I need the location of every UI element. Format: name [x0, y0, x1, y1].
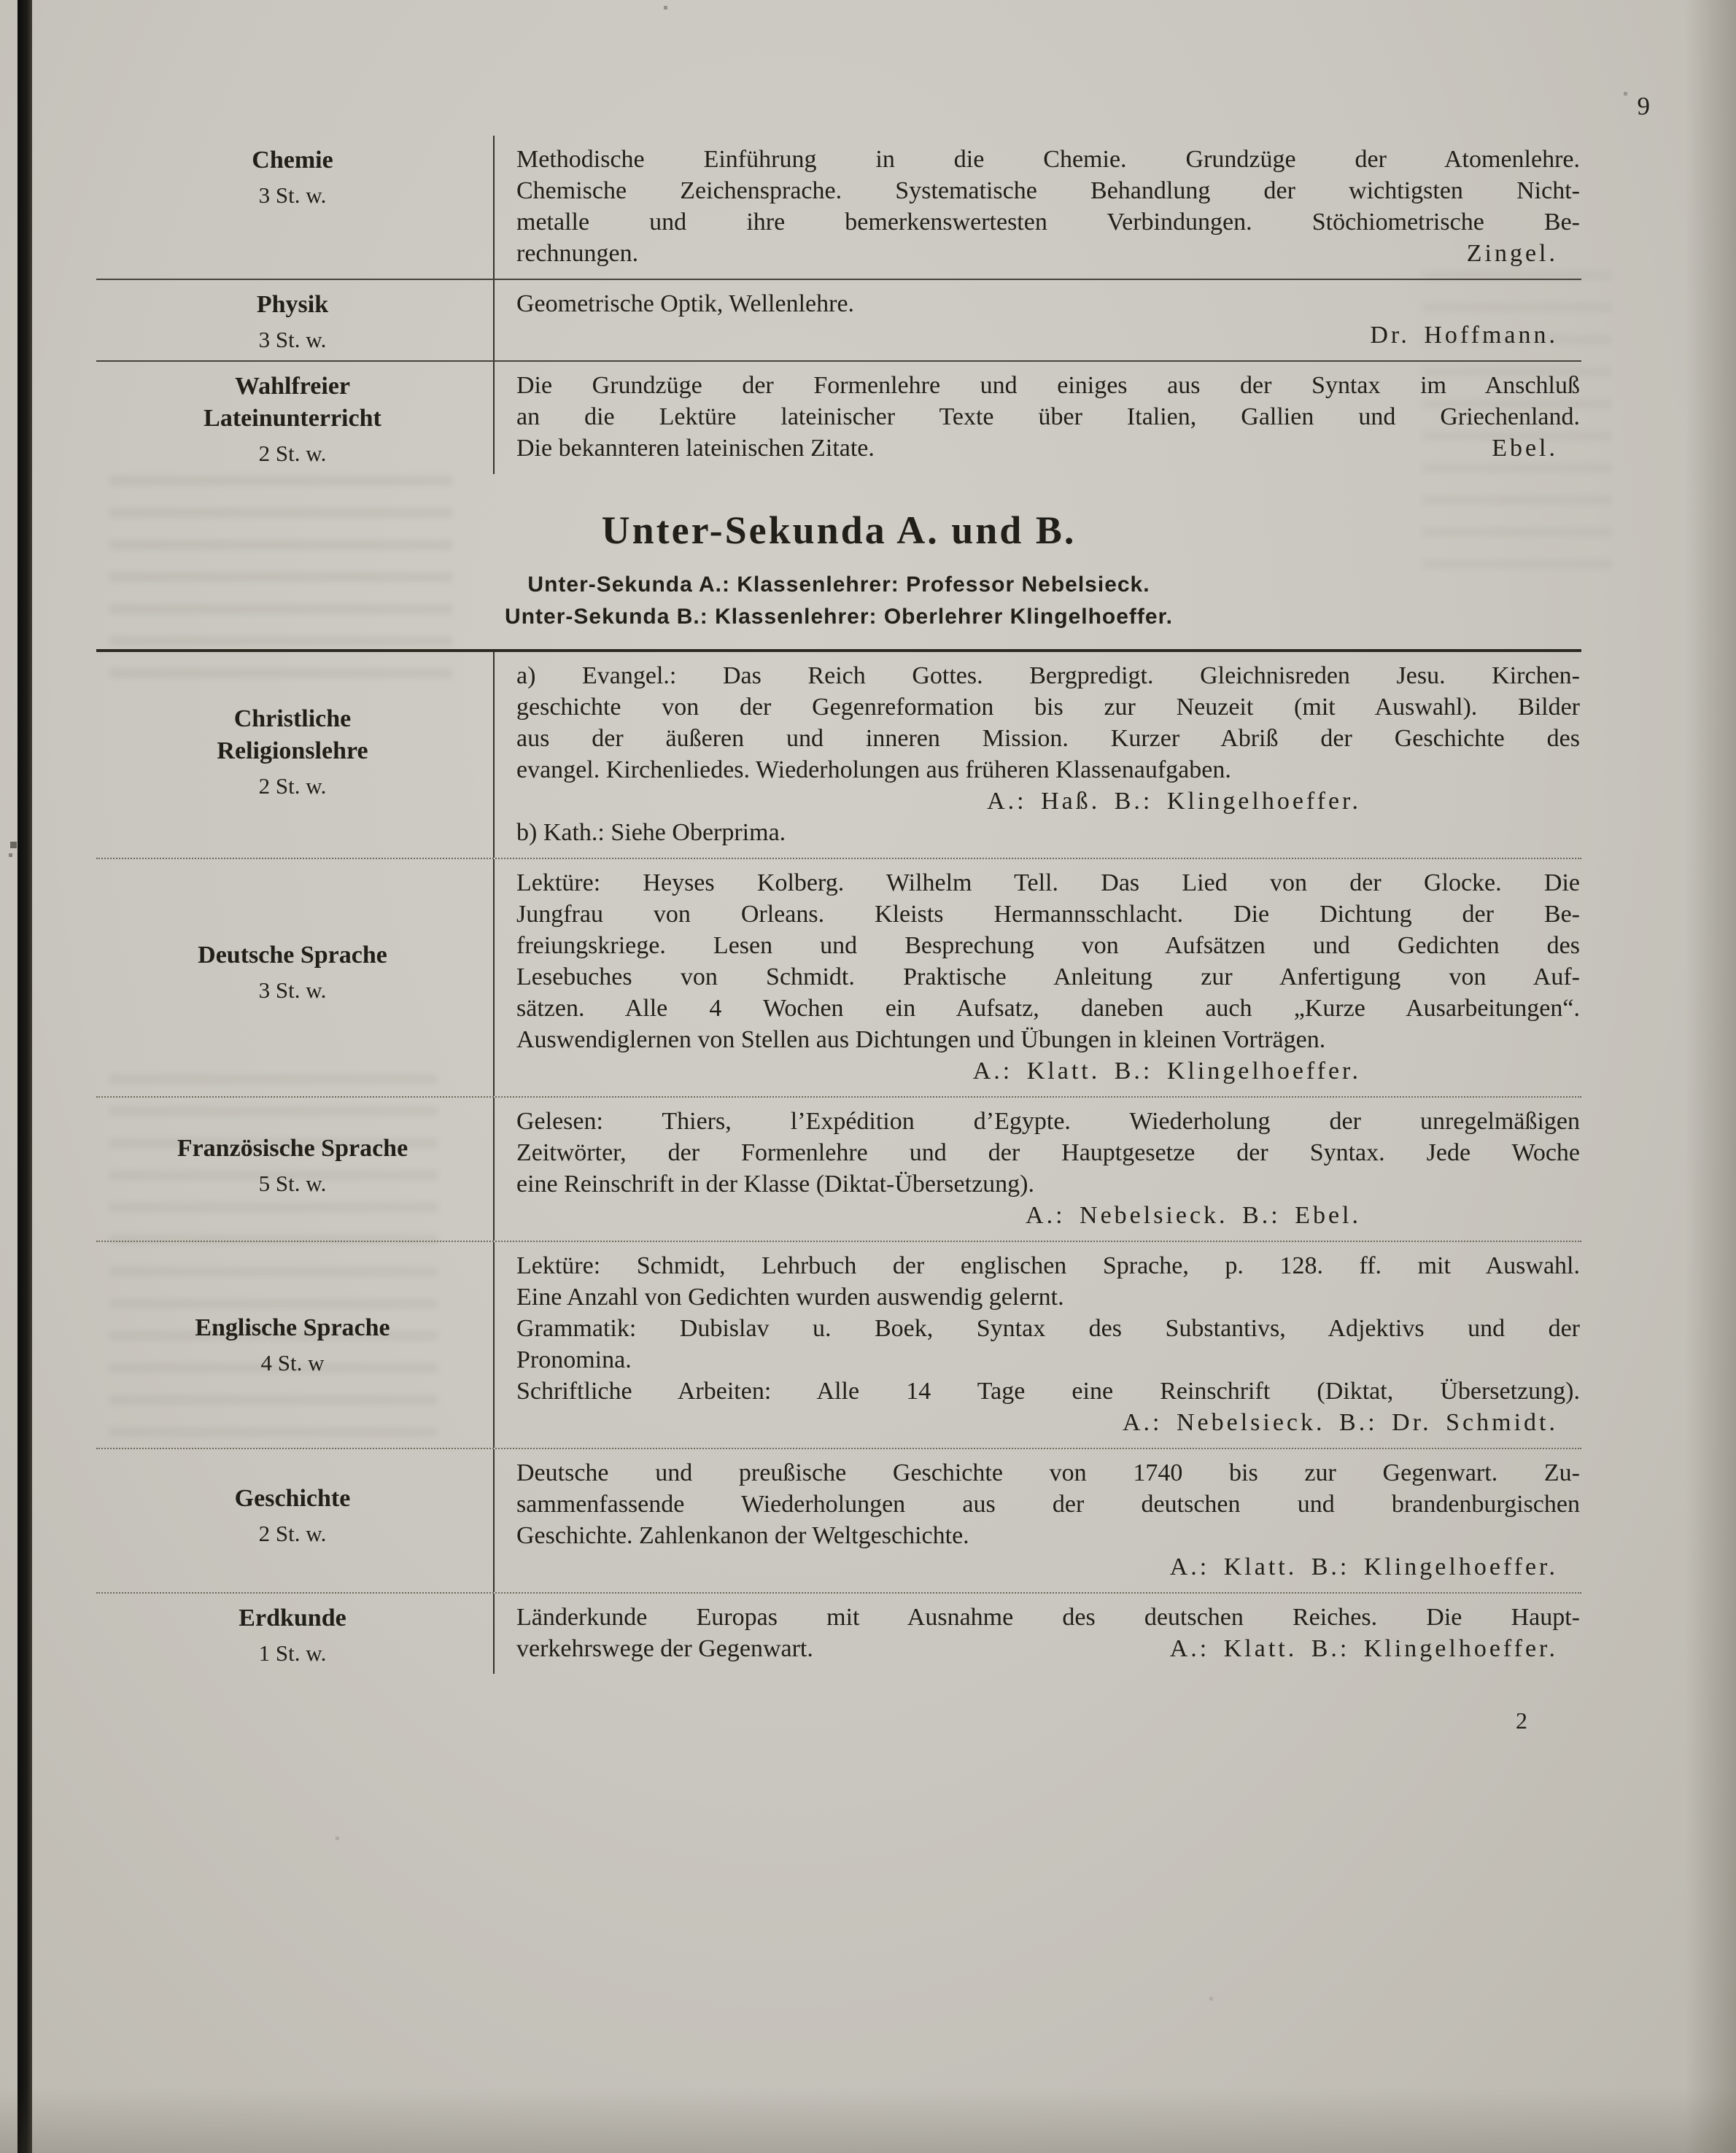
subject-hours: 3 St. w. — [258, 327, 327, 352]
content-line: Eine Anzahl von Gedichten wurden auswendig gelernt. — [516, 1284, 1064, 1311]
content-line: a) Evangel.: Das Reich Gottes. Bergpredigt. Gleichnisreden Jesu. Kirchen- — [516, 662, 1580, 689]
subject-cell — [96, 1594, 495, 1674]
subject-cell — [96, 1449, 495, 1592]
teacher-name: Zingel. — [1466, 240, 1558, 267]
content-line: Jungfrau von Orleans. Kleists Hermannsschlacht. Die Dichtung der Be- — [516, 901, 1580, 928]
teacher-line: A.: Nebelsieck. B.: Ebel. — [1026, 1202, 1361, 1229]
teacher-name: Ebel. — [1492, 435, 1558, 462]
content-line: Länderkunde Europas mit Ausnahme des deutschen Reiches. Die Haupt- — [516, 1604, 1580, 1631]
table-row-religion — [96, 652, 1581, 859]
subject-name: Religionslehre — [217, 737, 368, 764]
subject-name: Geschichte — [234, 1485, 351, 1512]
subject-cell — [96, 1242, 495, 1448]
subject-name: Deutsche Sprache — [198, 942, 387, 969]
table-row-deutsch — [96, 859, 1581, 1098]
content-line: Geometrische Optik, Wellenlehre. — [516, 290, 855, 317]
subject-hours: 5 St. w. — [258, 1171, 327, 1196]
content-line: Deutsche und preußische Geschichte von 1740 bis zur Gegenwart. Zu- — [516, 1459, 1580, 1486]
subject-hours: 3 St. w. — [258, 182, 327, 208]
section-subtitle-a: Unter-Sekunda A.: Klassenlehrer: Professor Nebelsieck. — [527, 573, 1150, 597]
binding-strip — [18, 0, 32, 2153]
table-row-latein — [96, 362, 1581, 474]
subject-name: Christliche — [233, 705, 352, 732]
paper-shade-bottom — [0, 2087, 1736, 2153]
paper-specks — [0, 0, 1, 1]
subject-name: Französische Sprache — [177, 1135, 408, 1162]
teacher-line: A.: Haß. B.: Klingelhoeffer. — [987, 788, 1361, 815]
content-cell — [495, 652, 1581, 858]
content-line: Grammatik: Dubislav u. Boek, Syntax des Substantivs, Adjektivs und der — [516, 1315, 1580, 1342]
content-line: aus der äußeren und inneren Mission. Kurzer Abriß der Geschichte des — [516, 725, 1580, 752]
paper-shade-right — [1685, 0, 1736, 2153]
content-line: Lektüre: Heyses Kolberg. Wilhelm Tell. Das Lied von der Glocke. Die — [516, 869, 1580, 896]
subject-name: Lateinunterricht — [204, 405, 381, 432]
teacher-line: A.: Klatt. B.: Klingelhoeffer. — [1169, 1553, 1558, 1580]
table-row-erdkunde — [96, 1594, 1581, 1674]
subject-hours: 1 St. w. — [258, 1640, 327, 1666]
subject-name: Erdkunde — [239, 1605, 346, 1632]
content-line: Zeitwörter, der Formenlehre und der Hauptgesetze der Syntax. Jede Woche — [516, 1139, 1580, 1166]
subject-cell — [96, 1098, 495, 1241]
subject-name: Physik — [256, 291, 329, 318]
content-line — [516, 1633, 1580, 1664]
content-cell — [495, 859, 1581, 1096]
subject-hours: 2 St. w. — [258, 1521, 327, 1546]
content-line: geschichte von der Gegenreformation bis zur Neuzeit (mit Auswahl). Bilder — [516, 694, 1580, 721]
content-line: sätzen. Alle 4 Wochen ein Aufsatz, daneben auch „Kurze Ausarbeitungen“. — [516, 995, 1580, 1022]
teacher-line: Dr. Hoffmann. — [1370, 322, 1558, 349]
course-table-upper — [96, 136, 1581, 474]
table-row-geschichte — [96, 1449, 1581, 1594]
content-line: an die Lektüre lateinischer Texte über Italien, Gallien und Griechenland. — [516, 403, 1580, 430]
subject-name: Chemie — [252, 147, 333, 174]
teacher-name: A.: Klatt. B.: Klingelhoeffer. — [1169, 1635, 1558, 1662]
content-line: Schriftliche Arbeiten: Alle 14 Tage eine Reinschrift (Diktat, Übersetzung). — [516, 1378, 1580, 1405]
subject-cell — [96, 362, 495, 474]
subject-cell — [96, 859, 495, 1096]
content-line — [516, 432, 1580, 464]
content-cell — [495, 1242, 1581, 1448]
subject-hours: 4 St. w — [260, 1350, 325, 1376]
content-line: Geschichte. Zahlenkanon der Weltgeschichte. — [516, 1522, 969, 1549]
table-row-physik — [96, 280, 1581, 362]
section-heading — [96, 508, 1581, 633]
table-row-chemie — [96, 136, 1581, 280]
subject-cell — [96, 280, 495, 360]
content-line: Methodische Einführung in die Chemie. Grundzüge der Atomenlehre. — [516, 146, 1580, 173]
content-line: eine Reinschrift in der Klasse (Diktat-Übersetzung). — [516, 1171, 1034, 1198]
content-cell — [495, 1449, 1581, 1592]
content-line: Gelesen: Thiers, l’Expédition d’Egypte. Wiederholung der unregelmäßigen — [516, 1108, 1580, 1135]
page-number: 9 — [1637, 92, 1650, 120]
content-line: evangel. Kirchenliedes. Wiederholungen aus früheren Klassenaufgaben. — [516, 756, 1231, 783]
teacher-line: A.: Klatt. B.: Klingelhoeffer. — [972, 1058, 1361, 1085]
content-line: sammenfassende Wiederholungen aus der deutschen und brandenburgischen — [516, 1491, 1580, 1518]
section-title: Unter-Sekunda A. und B. — [601, 508, 1077, 552]
content-cell — [495, 136, 1581, 279]
page-content — [96, 136, 1581, 1734]
content-text: Die bekannteren lateinischen Zitate. — [516, 435, 875, 462]
content-cell — [495, 280, 1581, 360]
content-cell — [495, 1098, 1581, 1241]
content-line: Pronomina. — [516, 1346, 632, 1373]
content-line: freiungskriege. Lesen und Besprechung von Aufsätzen und Gedichten des — [516, 932, 1580, 959]
content-line: Die Grundzüge der Formenlehre und einiges aus der Syntax im Anschluß — [516, 372, 1580, 399]
subject-name: Wahlfreier — [235, 373, 350, 400]
table-row-englisch — [96, 1242, 1581, 1449]
content-line — [516, 238, 1580, 269]
course-table-main — [96, 652, 1581, 1674]
subject-hours: 2 St. w. — [258, 773, 327, 799]
content-line: b) Kath.: Siehe Oberprima. — [516, 819, 786, 846]
teacher-line: A.: Nebelsieck. B.: Dr. Schmidt. — [1122, 1409, 1558, 1436]
content-text: verkehrswege der Gegenwart. — [516, 1635, 813, 1662]
content-line: Auswendiglernen von Stellen aus Dichtungen und Übungen in kleinen Vorträgen. — [516, 1026, 1326, 1053]
signature-mark: 2 — [1516, 1707, 1527, 1734]
content-cell — [495, 362, 1581, 474]
subject-cell — [96, 136, 495, 279]
content-line: metalle und ihre bemerkenswertesten Verbindungen. Stöchiometrische Be- — [516, 209, 1580, 236]
subject-name: Englische Sprache — [195, 1314, 390, 1341]
content-cell — [495, 1594, 1581, 1674]
subject-hours: 3 St. w. — [258, 977, 327, 1003]
content-line: Chemische Zeichensprache. Systematische Behandlung der wichtigsten Nicht- — [516, 177, 1580, 204]
subject-hours: 2 St. w. — [258, 441, 327, 466]
content-line: Lesebuches von Schmidt. Praktische Anleitung zur Anfertigung von Auf- — [516, 963, 1580, 990]
content-text: rechnungen. — [516, 240, 639, 267]
content-line: Lektüre: Schmidt, Lehrbuch der englischen Sprache, p. 128. ff. mit Auswahl. — [516, 1252, 1580, 1279]
subject-cell — [96, 652, 495, 858]
section-subtitle-b: Unter-Sekunda B.: Klassenlehrer: Oberlehrer Klingelhoeffer. — [505, 605, 1173, 629]
table-row-franzoesisch — [96, 1098, 1581, 1242]
